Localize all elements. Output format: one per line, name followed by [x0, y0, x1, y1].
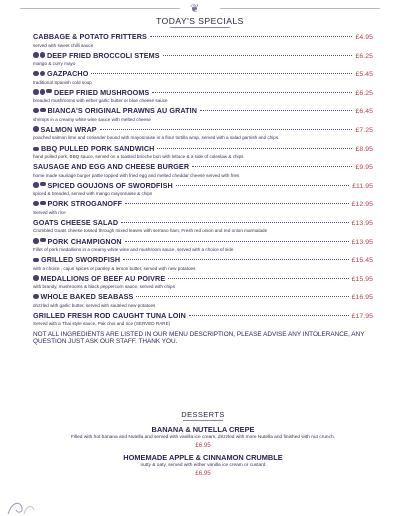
special-price: £15.95	[351, 275, 373, 283]
diet-badges	[33, 126, 39, 132]
dessert-item	[33, 425, 373, 449]
diet-badges	[33, 71, 45, 77]
diet-badges	[33, 294, 39, 300]
dot-leader	[157, 148, 352, 149]
desserts-list	[33, 425, 373, 477]
diet-badge-icon	[33, 182, 39, 188]
special-item	[33, 256, 373, 271]
special-item-row	[33, 219, 373, 228]
dot-leader	[176, 185, 349, 186]
dot-leader	[123, 259, 348, 260]
special-price: £5.45	[355, 71, 373, 79]
special-price: £6.25	[355, 89, 373, 97]
special-item	[33, 145, 373, 160]
diet-badges	[33, 201, 46, 207]
special-name: SALMON WRAP	[40, 124, 97, 134]
special-description: Fillet of pork medallions in a creamy white wine and mushroom sauce, served with a choice of side	[33, 247, 234, 253]
special-description: mango & curry mayo	[33, 61, 76, 67]
diet-badges	[33, 275, 39, 281]
special-price: £15.45	[351, 257, 373, 265]
diet-badge-icon	[33, 238, 39, 244]
special-item-row	[33, 107, 373, 116]
special-price: £11.95	[352, 182, 373, 190]
special-item	[33, 33, 373, 48]
special-item	[33, 293, 373, 308]
special-description: with brandy, mushrooms & black peppercorn sauce, served with chips	[33, 284, 175, 290]
special-price: £16.95	[351, 294, 373, 302]
diet-badge-icon	[33, 294, 39, 300]
special-name: BBQ PULLED PORK SANDWICH	[41, 143, 155, 153]
dot-leader	[150, 36, 353, 37]
special-item	[33, 107, 373, 122]
special-description: breaded mushrooms with either garlic butter or blue cheese sauce	[33, 98, 168, 104]
special-item-row	[33, 70, 373, 79]
special-price: £9.95	[355, 164, 373, 172]
special-description: home made sausage burger pattie topped with fried egg and melted cheddar cheese served with fries	[33, 172, 240, 178]
diet-badge-icon	[33, 126, 39, 132]
diet-badge-icon	[40, 182, 46, 186]
diet-badge-icon	[33, 275, 39, 281]
special-item	[33, 219, 373, 234]
special-item-row	[33, 200, 373, 209]
diet-badges	[33, 89, 52, 95]
dot-leader	[163, 55, 353, 56]
special-name: PORK STROGANOFF	[47, 199, 123, 209]
special-price: £17.95	[351, 312, 373, 320]
special-name: BIANCA'S ORIGINAL PRAWNS AU GRATIN	[47, 106, 198, 116]
special-item	[33, 182, 373, 197]
dessert-price: £6.95	[195, 441, 211, 449]
special-description: Served with a Thai style sauce, Pak choi and rice (SERVED RARE)	[33, 321, 171, 327]
special-item-row	[33, 275, 373, 284]
special-description: Served with rice	[33, 209, 66, 215]
special-item-row	[33, 238, 373, 247]
diet-badge-icon	[40, 71, 46, 77]
special-item-row	[33, 163, 373, 172]
special-name: WHOLE BAKED SEABASS	[40, 292, 134, 302]
dot-leader	[100, 129, 353, 130]
special-name: CABBAGE & POTATO FRITTERS	[33, 32, 147, 41]
special-description: drizzled with garlic butter, served with sautéed new potatoes	[33, 302, 156, 308]
special-item-row	[33, 89, 373, 98]
special-price: £6.25	[355, 52, 373, 60]
dot-leader	[189, 315, 349, 316]
special-price: £13.95	[351, 219, 373, 227]
special-description: traditional Spanish cold soup	[33, 79, 92, 85]
allergy-notice: NOT ALL INGREDIENTS ARE LISTED IN OUR MENU DESCRIPTION, PLEASE ADVISE ANY INTOLERANCE, ANY QUESTION JUST ASK OUR STAFF. THANK YOU.	[33, 330, 365, 345]
special-name: DEEP FRIED MUSHROOMS	[54, 87, 150, 97]
diet-badge-icon	[33, 71, 39, 77]
special-item	[33, 238, 373, 253]
diet-badges	[33, 258, 39, 262]
special-description: spiced & breaded, served with mango mayonnaise & chips	[33, 191, 153, 197]
corner-logo-icon	[4, 498, 44, 516]
top-rule-right	[220, 8, 380, 9]
special-name: DEEP FRIED BROCCOLI STEMS	[47, 50, 160, 60]
special-name: MEDALLIONS OF BEEF AU POIVRE	[40, 273, 166, 283]
special-item	[33, 126, 373, 141]
special-item	[33, 70, 373, 85]
top-rule-left	[20, 8, 180, 9]
special-description: hand pulled pork, BBQ sauce, served on a toasted brioche bun with lettuce & a side of coleslaw & chips	[33, 154, 244, 160]
diet-badge-icon	[33, 147, 39, 151]
special-name: GAZPACHO	[47, 69, 89, 79]
desserts-title: DESSERTS	[181, 410, 225, 419]
dot-leader	[200, 110, 352, 111]
dot-leader	[152, 92, 352, 93]
special-name: GRILLED SWORDFISH	[41, 255, 121, 265]
special-item-row	[33, 52, 373, 61]
special-price: £6.45	[355, 108, 373, 116]
diet-badge-icon	[33, 89, 39, 95]
dot-leader	[125, 203, 349, 204]
diet-badge-icon	[33, 201, 39, 207]
special-item	[33, 312, 373, 327]
diet-badges	[33, 182, 46, 188]
special-item-row	[33, 145, 373, 154]
specials-list	[33, 33, 373, 345]
special-price: £12.95	[351, 201, 373, 209]
diet-badges	[33, 52, 45, 58]
special-item	[33, 163, 373, 178]
special-item-row	[33, 256, 373, 265]
special-item-row	[33, 293, 373, 302]
specials-title: TODAY'S SPECIALS	[156, 16, 244, 26]
special-name: SPICED GOUJONS OF SWORDFISH	[47, 180, 173, 190]
dot-leader	[121, 222, 348, 223]
special-item	[33, 89, 373, 104]
diet-badge-icon	[46, 89, 52, 93]
special-item-row	[33, 312, 373, 321]
dessert-price: £6.95	[195, 469, 211, 477]
diet-badge-icon	[40, 238, 46, 242]
special-name: PORK CHAMPIGNON	[47, 236, 122, 246]
fleuron-ornament-icon: ❦	[190, 3, 200, 15]
dessert-description: Filled with hot banana and Nutella and served with vanilla ice cream, drizzled with more Nutella and finished with nut crunch.	[71, 435, 335, 440]
diet-badges	[33, 108, 46, 114]
diet-badges	[33, 238, 46, 244]
special-name: SAUSAGE AND EGG AND CHEESE BURGER	[33, 162, 190, 172]
dessert-item	[33, 453, 373, 477]
special-description: served with sweet chilli sauce	[33, 42, 94, 48]
specials-header	[0, 16, 400, 28]
desserts-section	[33, 410, 373, 481]
diet-badge-icon	[33, 52, 39, 58]
diet-badge-icon	[33, 108, 39, 114]
special-price: £7.25	[355, 126, 373, 134]
diet-badge-icon	[40, 201, 46, 205]
desserts-underline	[183, 420, 223, 421]
dessert-name: BANANA & NUTELLA CREPE	[151, 425, 255, 434]
diet-badge-icon	[40, 108, 46, 112]
special-price: £13.95	[351, 238, 373, 246]
special-price: £4.95	[355, 34, 373, 41]
diet-badge-icon	[40, 89, 46, 95]
diet-badge-icon	[40, 52, 46, 58]
dot-leader	[125, 241, 349, 242]
dessert-description: nutty & oaty, served with either vanilla ice cream or custard	[140, 462, 266, 468]
special-item-row	[33, 182, 373, 191]
dot-leader	[168, 278, 348, 279]
special-item	[33, 200, 373, 215]
special-item	[33, 275, 373, 290]
dessert-name: HOMEMADE APPLE & CINNAMON CRUMBLE	[123, 452, 283, 462]
special-item-row	[33, 33, 373, 42]
dot-leader	[192, 166, 352, 167]
special-item	[33, 52, 373, 67]
special-name: GRILLED FRESH ROD CAUGHT TUNA LOIN	[33, 310, 186, 320]
special-price: £8.95	[355, 145, 373, 153]
diet-badges	[33, 147, 39, 151]
special-description: poached salmon lime and coriander bound with mayonnaise in a flour tortilla wrap, served with a salad garnish and chips.	[33, 135, 280, 141]
special-item-row	[33, 126, 373, 135]
special-description: with a choice , cajun spices or parsley & lemon butter, served with new potatoes	[33, 265, 196, 271]
diet-badge-icon	[33, 258, 39, 262]
special-name: GOATS CHEESE SALAD	[33, 217, 119, 227]
dot-leader	[136, 296, 348, 297]
dot-leader	[91, 73, 352, 74]
special-description: Crumbled Goats cheese tossed through mixed leaves with serrano ham, Fresh red onion and red onion marmalade	[33, 228, 268, 234]
special-description: shrimps in a creamy white wine sauce with melted cheese	[33, 116, 151, 122]
title-underline	[170, 27, 230, 28]
